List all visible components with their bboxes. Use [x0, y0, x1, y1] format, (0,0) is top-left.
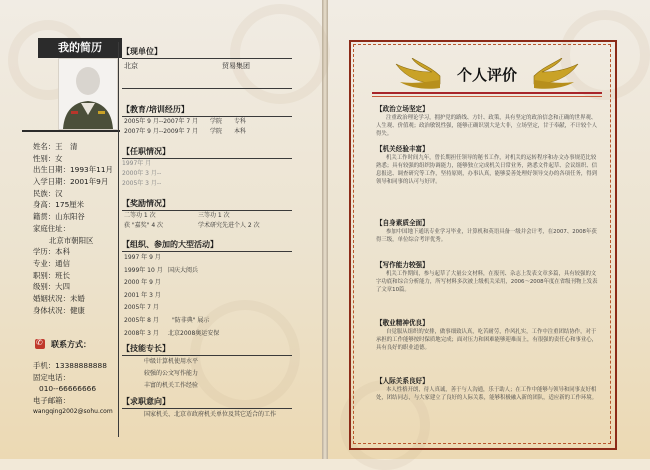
award-row: 二等功 1 次 三等功 1 次	[124, 212, 230, 219]
intent-text: 国家机关、北京市政府机关单位及其它适合的工作	[144, 411, 277, 418]
activity-row: 2005年 7 月	[124, 304, 159, 312]
position-row: 2000年 3 月--	[122, 170, 162, 177]
resume-title: 我的简历	[38, 38, 122, 58]
eval-section-title: 【机关经验丰富】	[376, 145, 429, 153]
info-marital: 婚姻状况：未婚	[33, 293, 85, 303]
info-enroll: 入学日期：2001年9月	[33, 177, 109, 187]
section-title: 【任职情况】	[122, 146, 292, 159]
phone-icon: ✆	[35, 339, 45, 349]
contact-phone: 手机：13388888888	[33, 361, 107, 370]
section-skills	[122, 343, 312, 392]
award-row: 获 "嘉奖" 4 次 学术研究先进个人 2 次	[124, 222, 260, 229]
section-awards	[122, 198, 312, 231]
section-divider	[122, 88, 292, 89]
right-wing-ornament-icon	[532, 58, 582, 92]
section-current-unit	[122, 46, 312, 73]
info-address: 北京市朝阳区	[49, 235, 94, 245]
info-birth: 出生日期：1993年11月	[33, 165, 113, 175]
eval-section	[376, 144, 598, 186]
contact-email-label: 电子邮箱：	[33, 395, 70, 405]
eval-section	[376, 318, 598, 352]
eval-section	[376, 218, 598, 244]
info-height: 身高：175厘米	[33, 200, 85, 210]
info-origin: 籍贯：山东阳谷	[33, 212, 85, 222]
contact-email[interactable]: wangqing2002@sohu.com	[33, 408, 113, 416]
title-underline	[372, 92, 602, 94]
activity-row: 1999年 10 月 国庆大阅兵	[124, 266, 199, 274]
section-education	[122, 104, 312, 137]
skill-row: 较强的公文写作能力	[144, 370, 199, 377]
personal-info	[33, 141, 123, 316]
profile-photo	[58, 58, 118, 130]
contact-info	[33, 360, 128, 418]
section-title: 【奖励情况】	[122, 198, 292, 211]
skill-row: 丰富的机关工作经验	[144, 382, 199, 389]
info-major: 专业：通信	[33, 258, 70, 268]
eval-section-text: 参加中国地下通讯专业学习毕业，计算机和英语具备一级并会计考，在2007、2008年获得三级，单位综合考评优秀。	[376, 229, 597, 243]
section-positions	[122, 146, 312, 189]
photo-divider	[22, 130, 120, 132]
title-underline-thin	[372, 96, 602, 97]
eval-section	[376, 104, 598, 138]
eval-section-title: 【自身素质全面】	[376, 219, 429, 227]
eval-section-text: 机关工作时间九年，曾长期担任领导的秘书工作，对机关的运转程序和办文办事规范比较熟悉；具有较强的组织协调能力，能够独立完成机关日常业务，熟悉文件起草、会议组织、信息报送、调查研究等工作，坚持原则，办事认真，能够妥善处理好领导交办的各项任务，得到领导和同事的认可与好评。	[376, 155, 598, 185]
section-activities	[122, 239, 312, 340]
eval-section-title: 【政治立场坚定】	[376, 105, 429, 113]
info-ethnicity: 民族：汉	[33, 188, 63, 198]
section-title: 【求职意向】	[122, 396, 292, 409]
left-wing-ornament-icon	[392, 58, 442, 92]
eval-section-title: 【敬业精神优良】	[376, 319, 429, 327]
contact-title: 联系方式：	[51, 340, 91, 349]
section-title: 【组织、参加的大型活动】	[122, 239, 292, 252]
unit-company: 贸易集团	[222, 62, 250, 70]
info-address-label: 家庭住址：	[33, 223, 70, 233]
info-gender: 性别：女	[33, 153, 63, 163]
activity-row: 2005年 8 月 "防非典" 展示	[124, 316, 210, 324]
section-title: 【技能专长】	[122, 343, 292, 356]
activity-row: 2000 年 9 月	[124, 279, 161, 287]
activity-row: 2008年 3 月 北京2008奥运安保	[124, 329, 220, 337]
info-role: 职别：班长	[33, 270, 70, 280]
activity-row: 1997 年 9 月	[124, 254, 161, 261]
education-row: 2007年 9 月--2009年 7 月 学院 本科	[124, 128, 247, 135]
info-level: 级别：大四	[33, 282, 70, 292]
info-name: 姓名：王 清	[33, 142, 78, 151]
education-row: 2005年 9 月--2007年 7 月 学院 专科	[124, 118, 247, 125]
eval-section-text: 机关工作期间，参与起草了大量公文材料，在报刊、杂志上发表文章多篇，具有较强的文字功底和综合分析能力，所写材料多次被上级机关采用，2006～2008年度在省级刊物上发表了文章10篇。	[376, 271, 598, 293]
eval-section-text: 本人性格开朗，待人真诚，善于与人沟通，乐于助人；在工作中能够与领导和同事友好相处，团结同志，与大家建立了良好的人际关系，能够积极融入新的团队，适应新的工作环境。	[376, 387, 598, 401]
info-health: 身体状况：健康	[33, 305, 85, 315]
activity-row: 2001 年 3 月	[124, 291, 161, 299]
section-title: 【教育/培训经历】	[122, 104, 292, 117]
position-row: 2005年 3 月--	[122, 180, 162, 187]
eval-section	[376, 376, 598, 402]
section-intent	[122, 396, 312, 421]
eval-section-text: 注重政治理论学习，拥护党的路线、方针、政策，具有坚定的政治信念和正确的世界观、人生观、价值观；政治敏锐性强，能够正确识别大是大非，立场坚定，甘于奉献，不计较个人得失。	[376, 115, 598, 137]
position-row: 1997年 月	[122, 160, 152, 167]
person-photo-icon	[59, 59, 117, 129]
section-title: 【现单位】	[122, 46, 292, 59]
eval-section-title: 【写作能力较强】	[376, 261, 429, 269]
evaluation-title: 个人评价	[456, 66, 517, 84]
skill-row: 中级计算机使用水平	[144, 358, 199, 365]
eval-section-text: 自觉服从组织的安排，做事细致认真，吃苦耐劳，作风扎实，工作中注重团结协作，对于承担的工作能够按时保质地完成；面对压力和困难能够迎难而上，有很强的责任心和事业心，具有良好的职业道德。	[376, 329, 598, 351]
eval-section	[376, 260, 598, 294]
info-degree: 学历：本科	[33, 247, 70, 257]
contact-landline: 010--66666666	[39, 384, 97, 394]
contact-landline-label: 固定电话：	[33, 372, 70, 382]
unit-city: 北京	[124, 62, 138, 70]
eval-section-title: 【人际关系良好】	[376, 377, 429, 385]
